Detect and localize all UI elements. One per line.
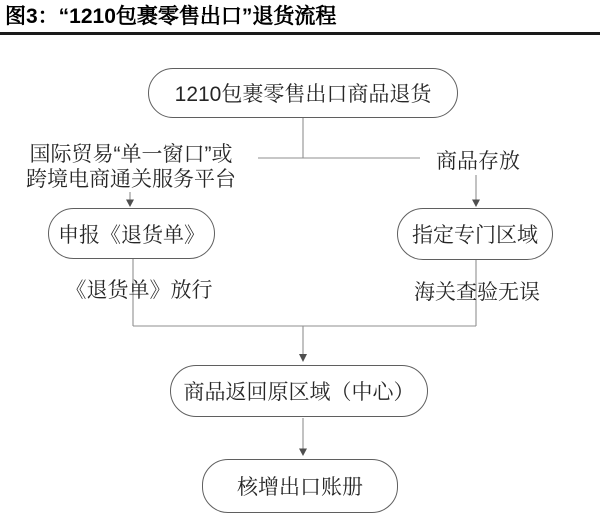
label-left-branch [4,142,258,192]
arrowhead-final-icon [299,449,307,457]
node-declare-return-form: 申报《退货单》 [48,208,215,259]
node-designated-area: 指定专门区域 [397,208,553,260]
arrowhead-right-branch-icon [472,200,480,208]
node-start: 1210包裹零售出口商品退货 [148,68,458,118]
node-export-ledger: 核增出口账册 [202,459,398,513]
arrowhead-left-branch-icon [126,200,134,208]
label-left-result: 《退货单》放行 [65,279,213,302]
label-right-result: 海关查验无误 [414,281,540,304]
node-return-to-area: 商品返回原区域（中心） [170,365,428,417]
label-right-branch: 商品存放 [436,150,520,173]
label-left-branch-line1: 国际贸易“单一窗口”或 [29,143,233,166]
label-left-branch-line2: 跨境电商通关服务平台 [26,168,236,191]
arrowhead-merge-icon [299,354,307,362]
page-title: 图3：“1210包裹零售出口”退货流程 [5,5,337,28]
